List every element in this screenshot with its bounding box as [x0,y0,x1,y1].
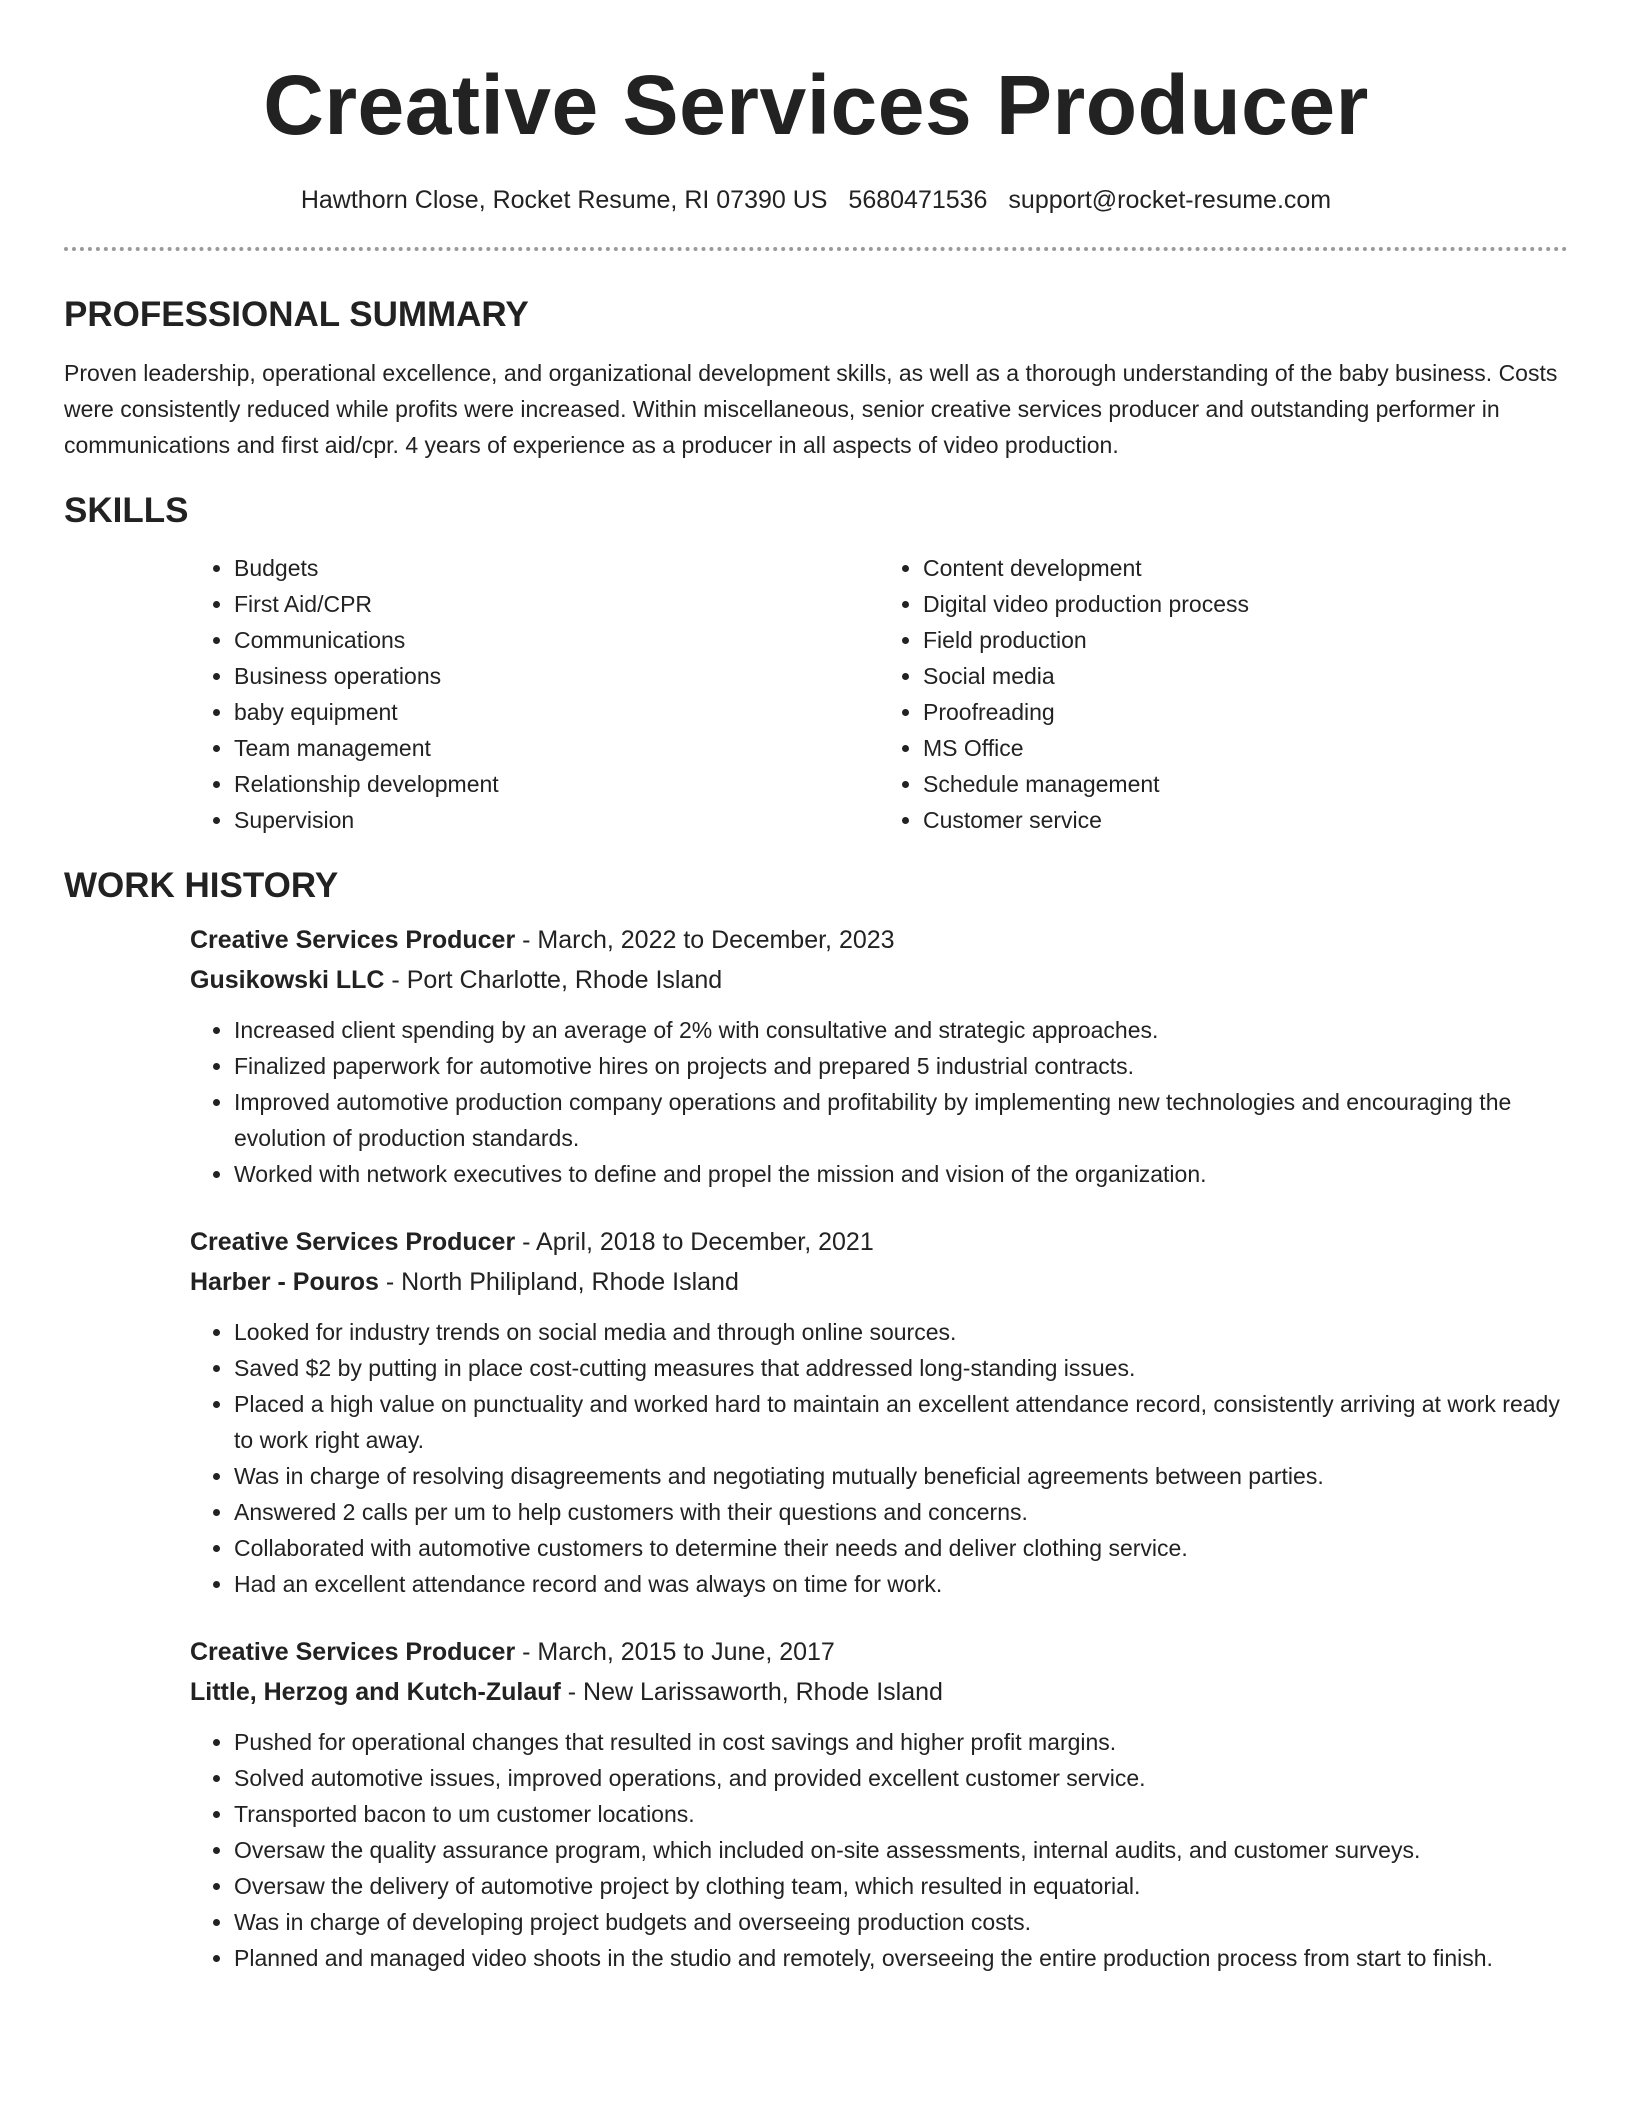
contact-phone: 5680471536 [848,186,988,214]
job-location: New Larissaworth, Rhode Island [583,1678,943,1706]
separator: - [378,1268,402,1296]
job-dates: March, 2015 to June, 2017 [537,1638,835,1666]
job-bullet: • Was in charge of developing project budgets and overseeing production costs. [234,1904,1568,1940]
contact-email: support@rocket-resume.com [1008,186,1332,214]
job-bullet: • Improved automotive production company operations and profitability by implementing new technologies and encouraging the evolution of production standards. [234,1084,1568,1156]
skills-list-left [190,550,879,838]
skills-list-right [879,550,1568,838]
job-bullet: • Transported bacon to um customer locations. [234,1796,1568,1832]
job-bullet: • Worked with network executives to define and propel the mission and vision of the organization. [234,1156,1568,1192]
header-divider [64,247,1568,251]
job-bullet: • Looked for industry trends on social media and through online sources. [234,1314,1568,1350]
job-title-line [190,920,1568,960]
separator: - [384,966,407,994]
job-title-line [190,1222,1568,1262]
job-company-line [190,1262,1568,1302]
job-bullet: • Finalized paperwork for automotive hires on projects and prepared 5 industrial contracts. [234,1048,1568,1084]
skill-item: • Digital video production process [923,586,1568,622]
job-bullet: • Oversaw the quality assurance program, which included on-site assessments, internal audits, and customer surveys. [234,1832,1568,1868]
job-bullets [190,1012,1568,1192]
skill-item: • baby equipment [234,694,879,730]
skill-item: • Field production [923,622,1568,658]
job-bullet: • Answered 2 calls per um to help customers with their questions and concerns. [234,1494,1568,1530]
job-company: Gusikowski LLC [190,966,385,994]
separator: - [515,1228,537,1256]
separator: - [560,1678,584,1706]
skill-item: • First Aid/CPR [234,586,879,622]
skill-item: • Relationship development [234,766,879,802]
separator: - [515,1638,538,1666]
contact-address: Hawthorn Close, Rocket Resume, RI 07390 US [300,186,828,214]
separator: - [515,926,538,954]
job-bullet: • Had an excellent attendance record and was always on time for work. [234,1566,1568,1602]
work-heading: WORK HISTORY [64,866,339,905]
job-bullet: • Planned and managed video shoots in the studio and remotely, overseeing the entire production process from start to finish. [234,1940,1568,1976]
job-role: Creative Services Producer [190,1228,516,1256]
job-entry [190,1222,1568,1602]
summary-text: Proven leadership, operational excellence, and organizational development skills, as well as a thorough understanding of the baby business. Costs were consistently reduced while profits were increased. Within miscellaneous, senior creative services producer and outstanding performer in communications and first aid/cpr. 4 years of experience as a producer in all aspects of video production. [64,360,1558,458]
skill-item: • Customer service [923,802,1568,838]
skill-item: • Business operations [234,658,879,694]
skill-item: • Social media [923,658,1568,694]
job-company-line [190,1672,1568,1712]
job-bullets [190,1314,1568,1602]
job-bullet: • Solved automotive issues, improved operations, and provided excellent customer service. [234,1760,1568,1796]
job-role: Creative Services Producer [190,926,516,954]
job-location: North Philipland, Rhode Island [401,1268,739,1296]
skill-item: • Content development [923,550,1568,586]
skills-heading: SKILLS [64,491,189,530]
resume-title: Creative Services Producer [263,58,1369,152]
skill-item: • MS Office [923,730,1568,766]
skill-item: • Team management [234,730,879,766]
job-location: Port Charlotte, Rhode Island [406,966,723,994]
skill-item: • Schedule management [923,766,1568,802]
contact-line [64,183,1568,217]
job-title-line [190,1632,1568,1672]
summary-heading: PROFESSIONAL SUMMARY [64,295,529,334]
skill-item: • Supervision [234,802,879,838]
job-company: Harber - Pouros [190,1268,379,1296]
job-entry [190,920,1568,1192]
skill-item: • Budgets [234,550,879,586]
work-section [64,864,1568,1976]
job-company: Little, Herzog and Kutch-Zulauf [190,1678,561,1706]
job-role: Creative Services Producer [190,1638,516,1666]
skill-item: • Proofreading [923,694,1568,730]
job-bullet: • Collaborated with automotive customers to determine their needs and deliver clothing service. [234,1530,1568,1566]
summary-section [64,293,1568,463]
skills-grid [190,550,1568,838]
job-bullets [190,1724,1568,1976]
job-dates: April, 2018 to December, 2021 [536,1228,874,1256]
job-bullet: • Was in charge of resolving disagreements and negotiating mutually beneficial agreements between parties. [234,1458,1568,1494]
job-bullet: • Placed a high value on punctuality and worked hard to maintain an excellent attendance record, consistently arriving at work ready to work right away. [234,1386,1568,1458]
job-company-line [190,960,1568,1000]
job-bullet: • Oversaw the delivery of automotive project by clothing team, which resulted in equatorial. [234,1868,1568,1904]
job-entry [190,1632,1568,1976]
skills-section [64,489,1568,838]
skill-item: • Communications [234,622,879,658]
job-bullet: • Saved $2 by putting in place cost-cutting measures that addressed long-standing issues. [234,1350,1568,1386]
job-bullet: • Increased client spending by an average of 2% with consultative and strategic approaches. [234,1012,1568,1048]
job-bullet: • Pushed for operational changes that resulted in cost savings and higher profit margins. [234,1724,1568,1760]
job-dates: March, 2022 to December, 2023 [537,926,895,954]
